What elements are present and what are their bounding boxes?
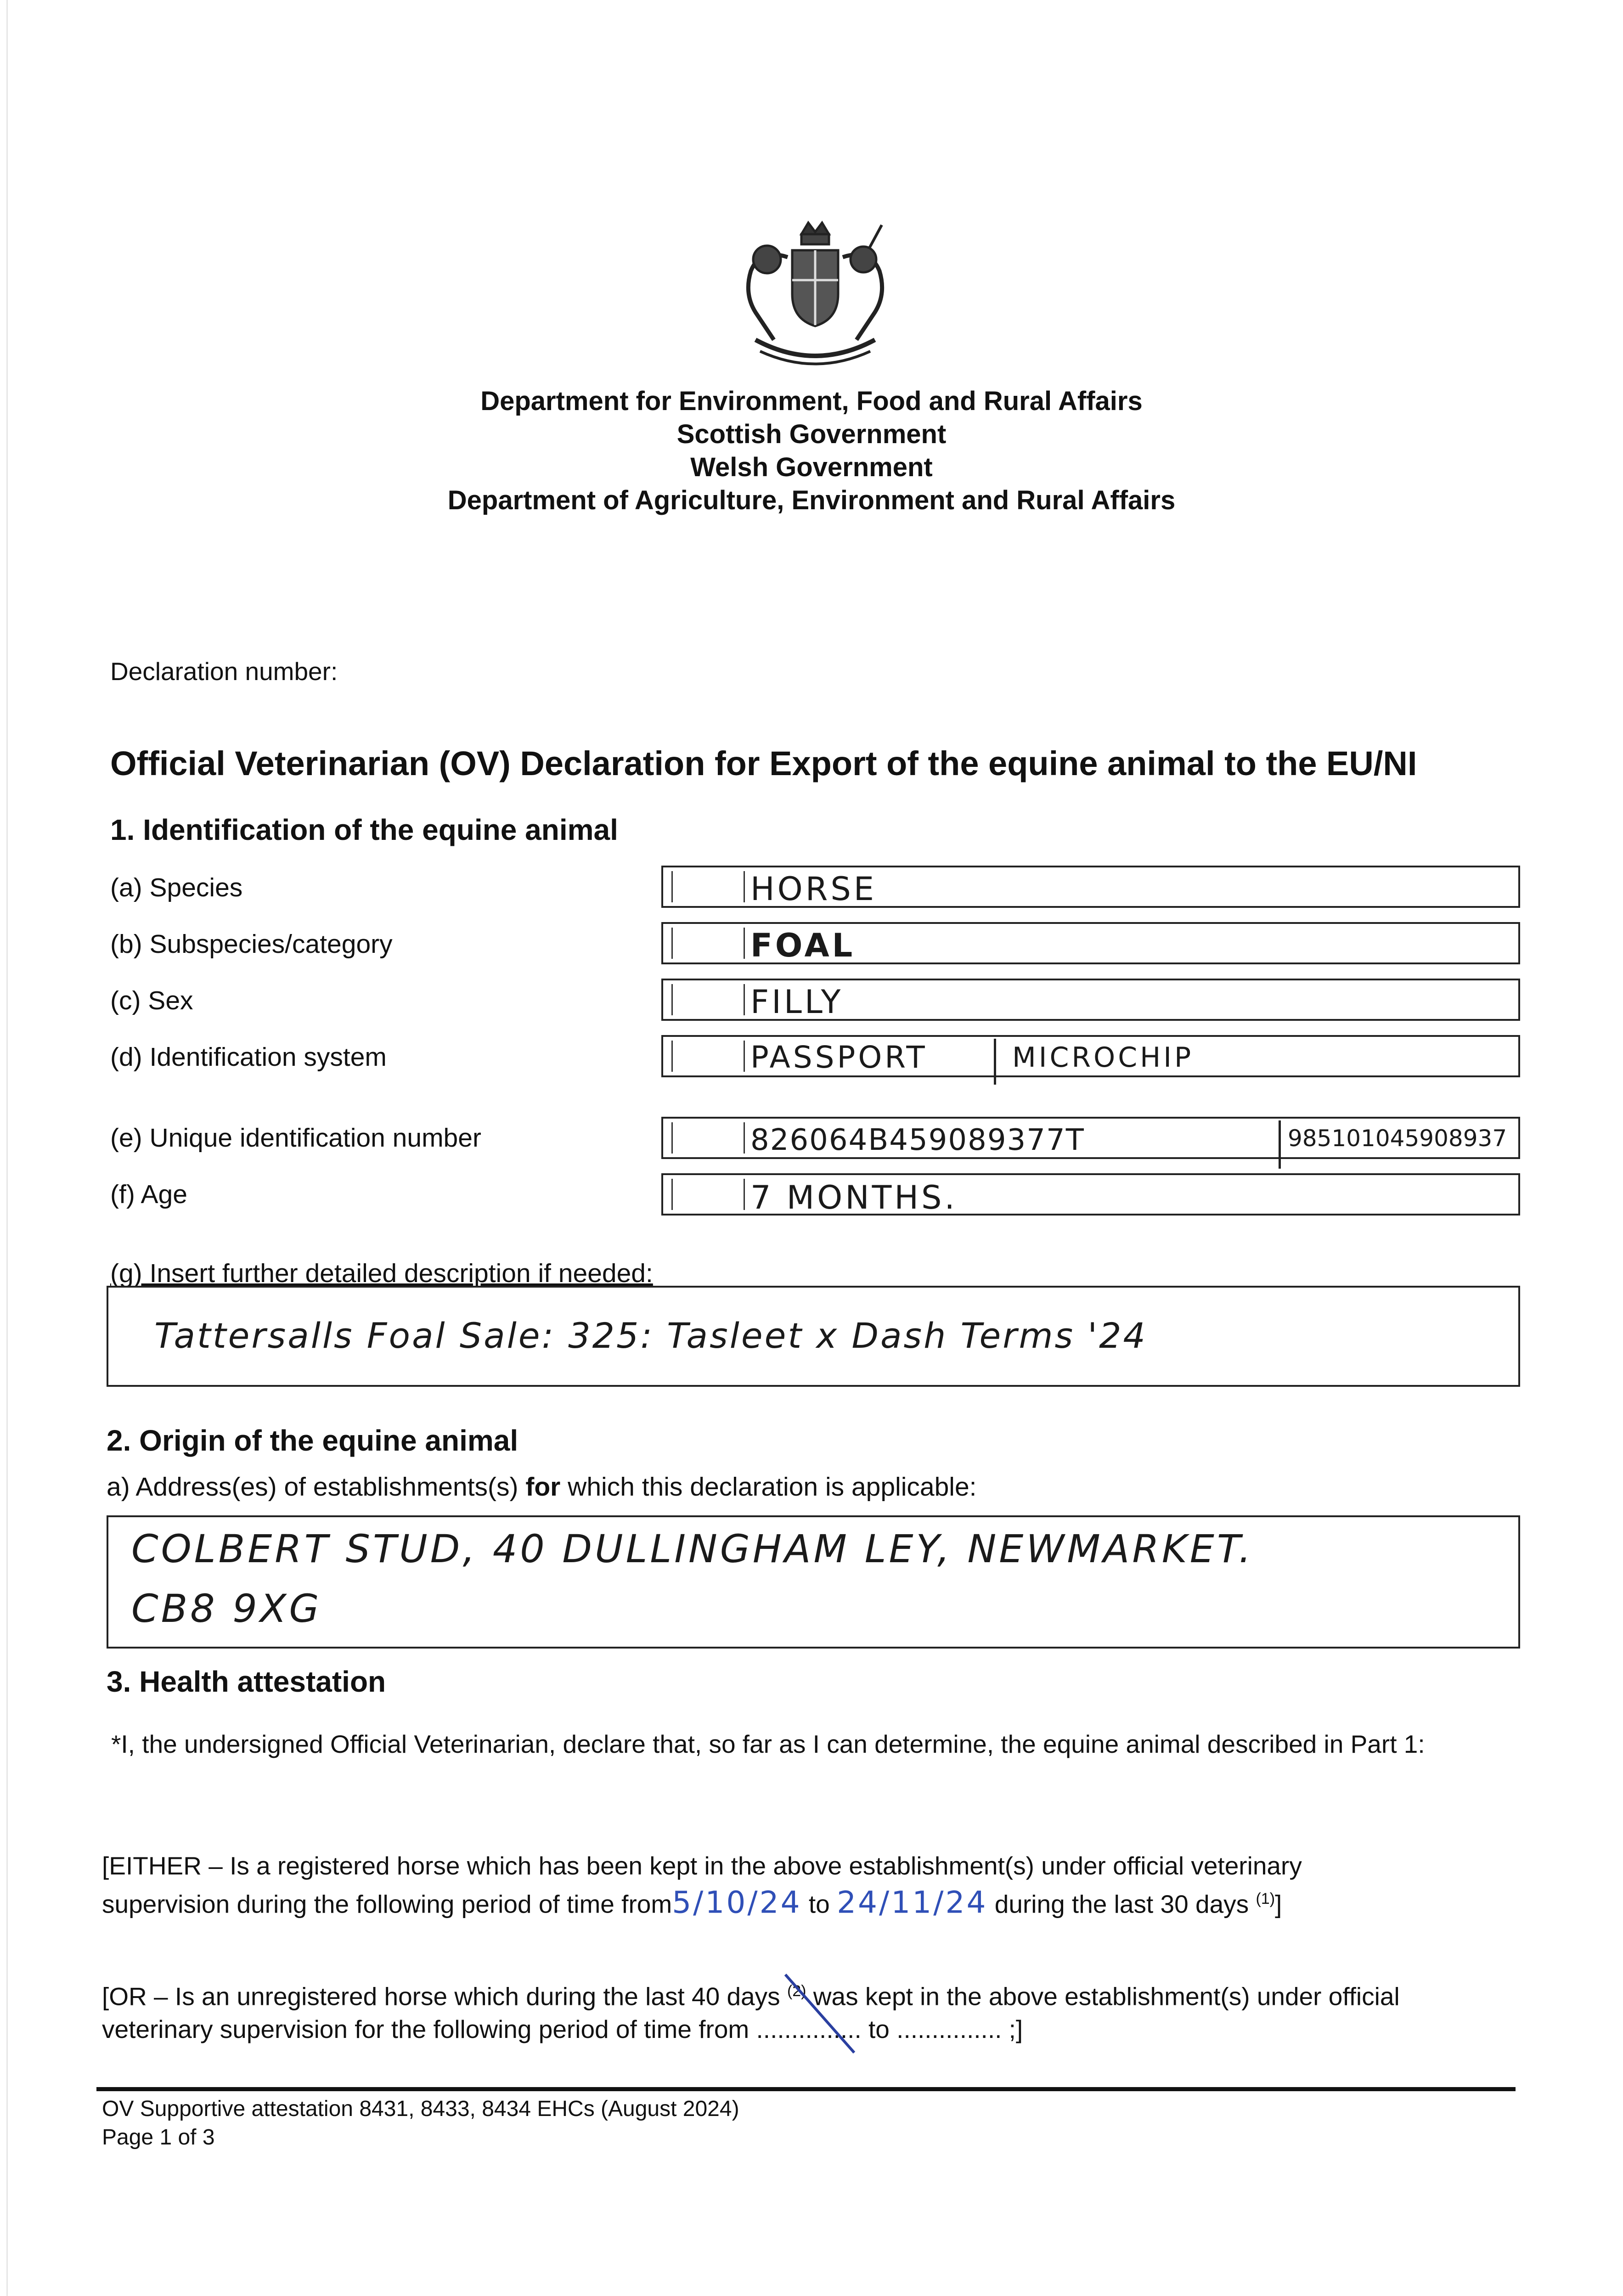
unique-id-label: (e) Unique identification number [110,1123,481,1153]
identification-system-value-2: MICROCHIP [1012,1041,1194,1074]
unique-id-field[interactable] [661,1117,1520,1159]
identification-system-field[interactable] [661,1035,1520,1077]
further-description-label: (g) Insert further detailed description if needed: [110,1259,653,1288]
address-line-1: COLBERT STUD, 40 DULLINGHAM LEY, NEWMARKET. [131,1526,1254,1571]
declaration-number-label: Declaration number: [110,657,338,686]
subspecies-label: (b) Subspecies/category [110,929,393,959]
age-label: (f) Age [110,1180,187,1209]
strike-through-mark [781,1970,863,2062]
age-value: 7 MONTHS. [750,1179,958,1216]
address-line-2: CB8 9XG [131,1586,322,1631]
sex-label: (c) Sex [110,986,193,1015]
further-description-field[interactable] [107,1286,1520,1387]
section-1-heading: 1. Identification of the equine animal [110,813,618,846]
or-statement: [OR – Is an unregistered horse which during the last 40 days $^{(2)}$ was kept in the above establishment(s) under official veterinary supervision for the following period of time from ............... to ............... ;] [102,1982,1400,2044]
identification-system-label: (d) Identification system [110,1042,387,1072]
identification-system-value: PASSPORT [750,1040,928,1075]
section-3-heading: 3. Health attestation [107,1665,386,1698]
species-value: HORSE [750,870,877,908]
subspecies-value: FOAL [750,927,856,964]
species-label: (a) Species [110,873,243,902]
subspecies-field[interactable] [661,922,1520,964]
department-name: Department for Environment, Food and Rural Affairs [480,386,1143,416]
department-name: Department of Agriculture, Environment and Rural Affairs [447,485,1176,515]
either-statement: [EITHER – Is a registered horse which has been kept in the above establishment(s) under official veterinary supervision during the following period of time from5/10/24 to 24/11/24 during the last 30 days $^{(1)}$] [102,1851,1302,1920]
address-field[interactable] [107,1515,1520,1649]
age-field[interactable] [661,1173,1520,1216]
period-to-value: 24/11/24 [837,1885,988,1920]
further-description-value: Tattersalls Foal Sale: 325: Tasleet x Dash Terms '24 [154,1315,1147,1356]
unique-id-value: 826064B459089377T [750,1123,1085,1157]
sex-field[interactable] [661,979,1520,1021]
footer-divider [96,2087,1516,2091]
page-number: Page 1 of 3 [102,2125,215,2150]
address-label: a) Address(es) of establishments(s) for which this declaration is applicable: [107,1472,977,1502]
unique-id-value-2: 985101045908937 [1288,1125,1507,1152]
department-name: Scottish Government [676,419,947,449]
department-name: Welsh Government [690,452,933,482]
species-field[interactable] [661,866,1520,908]
sex-value: FILLY [750,983,844,1021]
scan-edge [6,0,8,2296]
period-from-value: 5/10/24 [672,1885,802,1920]
section-2-heading: 2. Origin of the equine animal [107,1424,518,1457]
royal-coat-of-arms-icon [723,216,907,372]
footer-attestation-ref: OV Supportive attestation 8431, 8433, 8434 EHCs (August 2024) [102,2097,739,2121]
health-attestation-intro: *I, the undersigned Official Veterinarian, declare that, so far as I can determine, the equine animal described in Part 1: [111,1730,1425,1758]
page-title: Official Veterinarian (OV) Declaration for Export of the equine animal to the EU/NI [110,744,1417,782]
